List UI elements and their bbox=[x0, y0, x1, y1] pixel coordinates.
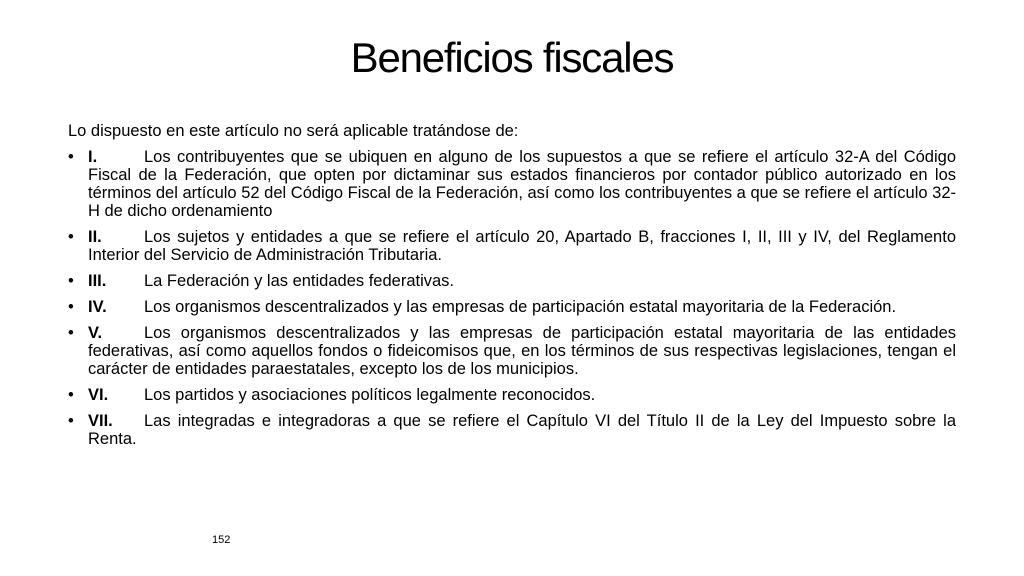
slide-content bbox=[68, 122, 956, 456]
item-numeral: II. bbox=[88, 228, 102, 246]
item-text: Los contribuyentes que se ubiquen en alguno de los supuestos a que se refiere el artículo 32-A del Código Fiscal de la Federación, que opten por dictaminar sus estados financieros por contador público autorizado en los términos del artículo 52 del Código Fiscal de la Federación, así como los contribuyentes a que se refiere el artículo 32-H de dicho ordenamiento bbox=[88, 148, 956, 220]
list-item bbox=[68, 298, 956, 316]
item-numeral: I. bbox=[88, 148, 98, 166]
item-numeral: VII. bbox=[88, 412, 113, 430]
item-text: Los partidos y asociaciones políticos legalmente reconocidos. bbox=[144, 386, 596, 404]
exclusions-list bbox=[68, 148, 956, 448]
list-item bbox=[68, 386, 956, 404]
item-numeral: VI. bbox=[88, 386, 109, 404]
item-numeral: IV. bbox=[88, 298, 107, 316]
bullet-icon: • bbox=[68, 324, 74, 342]
page-number: 152 bbox=[212, 534, 231, 546]
bullet-icon: • bbox=[68, 412, 74, 430]
item-text: Los organismos descentralizados y las empresas de participación estatal mayoritaria de las entidades federativas, así como aquellos fondos o fideicomisos que, en los términos de sus respectivas legislaciones, tengan el carácter de entidades paraestatales, excepto los de los municipios. bbox=[88, 324, 956, 378]
item-numeral: III. bbox=[88, 272, 107, 290]
bullet-icon: • bbox=[68, 386, 74, 404]
item-text: Las integradas e integradoras a que se refiere el Capítulo VI del Título II de la Ley del Impuesto sobre la Renta. bbox=[88, 412, 956, 448]
bullet-icon: • bbox=[68, 272, 74, 290]
list-item bbox=[68, 412, 956, 448]
item-text: Los organismos descentralizados y las empresas de participación estatal mayoritaria de la Federación. bbox=[144, 298, 897, 316]
item-numeral: V. bbox=[88, 324, 103, 342]
intro-text: Lo dispuesto en este artículo no será aplicable tratándose de: bbox=[68, 122, 519, 140]
list-item bbox=[68, 148, 956, 220]
list-item bbox=[68, 324, 956, 378]
bullet-icon: • bbox=[68, 228, 74, 246]
list-item bbox=[68, 272, 956, 290]
item-text: La Federación y las entidades federativas. bbox=[144, 272, 455, 290]
item-text: Los sujetos y entidades a que se refiere el artículo 20, Apartado B, fracciones I, II, III y IV, del Reglamento Interior del Servicio de Administración Tributaria. bbox=[88, 228, 956, 264]
bullet-icon: • bbox=[68, 148, 74, 166]
bullet-icon: • bbox=[68, 298, 74, 316]
list-item bbox=[68, 228, 956, 264]
slide-title: Beneficios fiscales bbox=[350, 34, 674, 81]
